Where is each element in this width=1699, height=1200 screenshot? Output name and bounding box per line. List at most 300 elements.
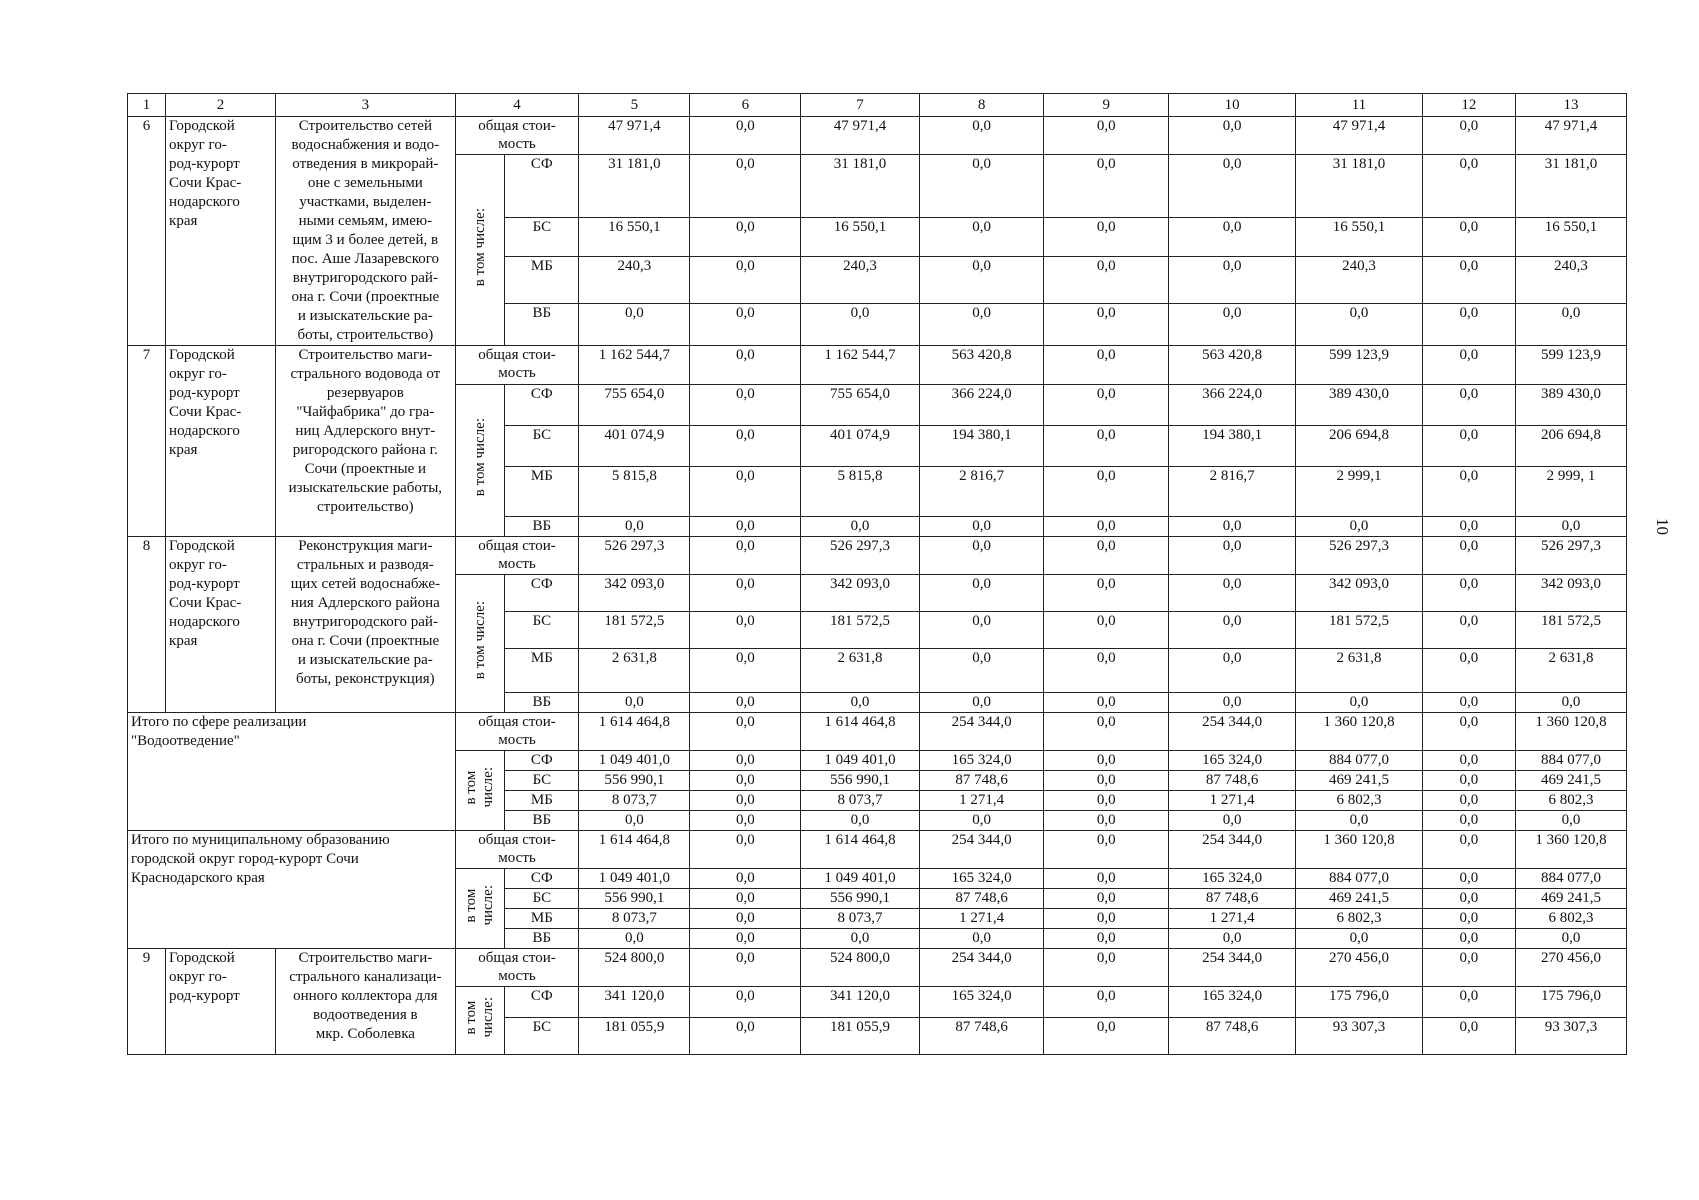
value-cell: 0,0 — [690, 257, 801, 304]
value-cell: 401 074,9 — [801, 426, 919, 467]
value-cell: 2 631,8 — [579, 649, 690, 693]
value-cell: 524 800,0 — [801, 949, 919, 987]
value-cell: 6 802,3 — [1515, 791, 1626, 811]
funding-source-label: СФ — [505, 987, 579, 1018]
value-cell: 254 344,0 — [919, 949, 1044, 987]
value-cell: 1 271,4 — [1169, 791, 1296, 811]
value-cell: 755 654,0 — [801, 385, 919, 426]
value-cell: 0,0 — [919, 649, 1044, 693]
funding-source-label: БС — [505, 426, 579, 467]
column-number: 11 — [1296, 94, 1423, 117]
value-cell: 240,3 — [579, 257, 690, 304]
value-cell: 342 093,0 — [801, 575, 919, 612]
value-cell: 165 324,0 — [919, 751, 1044, 771]
value-cell: 1 271,4 — [1169, 909, 1296, 929]
value-cell: 469 241,5 — [1515, 889, 1626, 909]
value-cell: 16 550,1 — [1296, 218, 1423, 257]
value-cell: 0,0 — [1422, 693, 1515, 713]
value-cell: 556 990,1 — [801, 889, 919, 909]
value-cell: 0,0 — [1044, 791, 1169, 811]
value-cell: 0,0 — [1422, 537, 1515, 575]
column-number: 2 — [166, 94, 276, 117]
value-cell: 0,0 — [690, 304, 801, 346]
column-number: 4 — [455, 94, 579, 117]
value-cell: 6 802,3 — [1296, 909, 1423, 929]
value-cell: 0,0 — [1044, 385, 1169, 426]
row-number: 6 — [128, 117, 166, 346]
value-cell: 526 297,3 — [1296, 537, 1423, 575]
value-cell: 0,0 — [1169, 612, 1296, 649]
value-cell: 0,0 — [1044, 346, 1169, 385]
value-cell: 469 241,5 — [1296, 771, 1423, 791]
funding-source-label: МБ — [505, 791, 579, 811]
value-cell: 181 055,9 — [801, 1018, 919, 1055]
funding-source-label: ВБ — [505, 929, 579, 949]
value-cell: 0,0 — [1515, 517, 1626, 537]
value-cell: 0,0 — [690, 987, 801, 1018]
value-cell: 0,0 — [690, 791, 801, 811]
value-cell: 0,0 — [1422, 909, 1515, 929]
budget-table — [127, 93, 1627, 1055]
value-cell: 0,0 — [690, 575, 801, 612]
value-cell: 0,0 — [690, 155, 801, 218]
value-cell: 270 456,0 — [1296, 949, 1423, 987]
value-cell: 254 344,0 — [1169, 713, 1296, 751]
value-cell: 0,0 — [919, 517, 1044, 537]
value-cell: 0,0 — [579, 693, 690, 713]
value-cell: 0,0 — [1169, 929, 1296, 949]
total-cost-label: общая стои- мость — [455, 713, 579, 751]
value-cell: 1 271,4 — [919, 909, 1044, 929]
value-cell: 0,0 — [1044, 155, 1169, 218]
value-cell: 0,0 — [1422, 929, 1515, 949]
including-text: в том числе: — [471, 207, 488, 287]
value-cell: 0,0 — [1044, 467, 1169, 517]
value-cell: 0,0 — [1044, 537, 1169, 575]
value-cell: 87 748,6 — [1169, 1018, 1296, 1055]
funding-source-label: ВБ — [505, 693, 579, 713]
column-number: 12 — [1422, 94, 1515, 117]
value-cell: 0,0 — [1422, 987, 1515, 1018]
municipality-name: Городской округ го- род-курорт Сочи Крас- нодарского края — [166, 537, 276, 713]
value-cell: 0,0 — [919, 218, 1044, 257]
value-cell: 254 344,0 — [919, 831, 1044, 869]
value-cell: 165 324,0 — [919, 987, 1044, 1018]
column-number: 10 — [1169, 94, 1296, 117]
value-cell: 165 324,0 — [1169, 751, 1296, 771]
value-cell: 366 224,0 — [919, 385, 1044, 426]
value-cell: 2 999, 1 — [1515, 467, 1626, 517]
column-number: 6 — [690, 94, 801, 117]
value-cell: 0,0 — [919, 257, 1044, 304]
value-cell: 1 360 120,8 — [1515, 831, 1626, 869]
value-cell: 6 802,3 — [1515, 909, 1626, 929]
value-cell: 0,0 — [1422, 612, 1515, 649]
value-cell: 556 990,1 — [579, 771, 690, 791]
value-cell: 0,0 — [1422, 811, 1515, 831]
value-cell: 8 073,7 — [801, 909, 919, 929]
value-cell: 0,0 — [1044, 771, 1169, 791]
value-cell: 1 360 120,8 — [1296, 713, 1423, 751]
value-cell: 469 241,5 — [1296, 889, 1423, 909]
value-cell: 0,0 — [690, 713, 801, 751]
value-cell: 526 297,3 — [801, 537, 919, 575]
project-name: Строительство маги- стрального водовода от резервуаров "Чайфабрика" до гра- ниц Адлерского внут- ригородского района г. Сочи (проектные и изыскательские работы, строительство) — [275, 346, 455, 537]
value-cell: 0,0 — [1422, 257, 1515, 304]
value-cell: 0,0 — [1044, 304, 1169, 346]
value-cell: 0,0 — [1422, 869, 1515, 889]
value-cell: 0,0 — [1044, 1018, 1169, 1055]
funding-source-label: СФ — [505, 869, 579, 889]
value-cell: 0,0 — [801, 304, 919, 346]
value-cell: 0,0 — [919, 304, 1044, 346]
value-cell: 165 324,0 — [1169, 869, 1296, 889]
value-cell: 0,0 — [1169, 517, 1296, 537]
value-cell: 401 074,9 — [579, 426, 690, 467]
value-cell: 341 120,0 — [579, 987, 690, 1018]
value-cell: 31 181,0 — [801, 155, 919, 218]
total-cost-row — [128, 713, 1627, 751]
value-cell: 1 614 464,8 — [579, 713, 690, 751]
value-cell: 0,0 — [1422, 385, 1515, 426]
value-cell: 1 271,4 — [919, 791, 1044, 811]
funding-source-label: СФ — [505, 751, 579, 771]
value-cell: 0,0 — [690, 218, 801, 257]
value-cell: 0,0 — [690, 909, 801, 929]
funding-source-label: СФ — [505, 155, 579, 218]
municipality-name: Городской округ го- род-курорт — [166, 949, 276, 1055]
value-cell: 0,0 — [1515, 693, 1626, 713]
total-cost-row — [128, 949, 1627, 987]
column-number: 9 — [1044, 94, 1169, 117]
value-cell: 0,0 — [1044, 218, 1169, 257]
including-text: в том числе: — [471, 601, 488, 680]
value-cell: 0,0 — [801, 693, 919, 713]
value-cell: 87 748,6 — [919, 1018, 1044, 1055]
value-cell: 0,0 — [1422, 949, 1515, 987]
value-cell: 0,0 — [801, 811, 919, 831]
value-cell: 0,0 — [690, 517, 801, 537]
value-cell: 47 971,4 — [801, 117, 919, 155]
value-cell: 0,0 — [1169, 257, 1296, 304]
value-cell: 0,0 — [690, 811, 801, 831]
value-cell: 0,0 — [1044, 713, 1169, 751]
value-cell: 469 241,5 — [1515, 771, 1626, 791]
value-cell: 599 123,9 — [1296, 346, 1423, 385]
value-cell: 0,0 — [1044, 257, 1169, 304]
value-cell: 1 360 120,8 — [1296, 831, 1423, 869]
value-cell: 0,0 — [690, 831, 801, 869]
value-cell: 181 572,5 — [579, 612, 690, 649]
value-cell: 884 077,0 — [1296, 751, 1423, 771]
value-cell: 0,0 — [1422, 467, 1515, 517]
total-label: Итого по сфере реализации "Водоотведение" — [128, 713, 456, 831]
value-cell: 181 572,5 — [1515, 612, 1626, 649]
value-cell: 0,0 — [1044, 889, 1169, 909]
funding-source-label: БС — [505, 889, 579, 909]
value-cell: 342 093,0 — [1296, 575, 1423, 612]
value-cell: 0,0 — [1422, 575, 1515, 612]
value-cell: 884 077,0 — [1515, 869, 1626, 889]
total-cost-label: общая стои- мость — [455, 537, 579, 575]
funding-source-label: МБ — [505, 467, 579, 517]
value-cell: 0,0 — [690, 929, 801, 949]
value-cell: 0,0 — [1044, 909, 1169, 929]
value-cell: 0,0 — [1169, 575, 1296, 612]
value-cell: 0,0 — [1422, 517, 1515, 537]
funding-source-label: СФ — [505, 385, 579, 426]
value-cell: 6 802,3 — [1296, 791, 1423, 811]
value-cell: 175 796,0 — [1296, 987, 1423, 1018]
page-number: 10 — [1653, 518, 1672, 535]
value-cell: 0,0 — [690, 612, 801, 649]
municipality-name: Городской округ го- род-курорт Сочи Крас- нодарского края — [166, 346, 276, 537]
value-cell: 254 344,0 — [1169, 831, 1296, 869]
value-cell: 0,0 — [1296, 811, 1423, 831]
total-cost-label: общая стои- мость — [455, 949, 579, 987]
value-cell: 16 550,1 — [579, 218, 690, 257]
value-cell: 0,0 — [690, 385, 801, 426]
value-cell: 1 162 544,7 — [801, 346, 919, 385]
value-cell: 0,0 — [1044, 426, 1169, 467]
value-cell: 206 694,8 — [1515, 426, 1626, 467]
value-cell: 0,0 — [690, 771, 801, 791]
value-cell: 1 162 544,7 — [579, 346, 690, 385]
value-cell: 1 614 464,8 — [579, 831, 690, 869]
value-cell: 0,0 — [690, 649, 801, 693]
including-label — [455, 385, 505, 537]
value-cell: 31 181,0 — [579, 155, 690, 218]
value-cell: 0,0 — [1044, 987, 1169, 1018]
column-number: 3 — [275, 94, 455, 117]
value-cell: 0,0 — [1044, 575, 1169, 612]
value-cell: 206 694,8 — [1296, 426, 1423, 467]
value-cell: 0,0 — [1422, 304, 1515, 346]
value-cell: 5 815,8 — [579, 467, 690, 517]
value-cell: 1 049 401,0 — [579, 869, 690, 889]
value-cell: 181 055,9 — [579, 1018, 690, 1055]
including-label — [455, 869, 505, 949]
value-cell: 0,0 — [579, 811, 690, 831]
value-cell: 0,0 — [1044, 649, 1169, 693]
value-cell: 0,0 — [919, 537, 1044, 575]
value-cell: 1 614 464,8 — [801, 831, 919, 869]
value-cell: 0,0 — [1515, 811, 1626, 831]
including-text: в том числе: — [463, 767, 497, 808]
value-cell: 0,0 — [579, 929, 690, 949]
value-cell: 0,0 — [1422, 346, 1515, 385]
value-cell: 0,0 — [1422, 218, 1515, 257]
value-cell: 5 815,8 — [801, 467, 919, 517]
value-cell: 93 307,3 — [1296, 1018, 1423, 1055]
value-cell: 0,0 — [1044, 929, 1169, 949]
value-cell: 0,0 — [690, 693, 801, 713]
funding-source-label: БС — [505, 218, 579, 257]
value-cell: 0,0 — [690, 889, 801, 909]
value-cell: 194 380,1 — [1169, 426, 1296, 467]
value-cell: 524 800,0 — [579, 949, 690, 987]
value-cell: 240,3 — [1515, 257, 1626, 304]
value-cell: 342 093,0 — [1515, 575, 1626, 612]
value-cell: 47 971,4 — [1296, 117, 1423, 155]
column-number: 1 — [128, 94, 166, 117]
total-cost-row — [128, 346, 1627, 385]
value-cell: 2 816,7 — [1169, 467, 1296, 517]
including-text: в том числе: — [463, 885, 497, 926]
value-cell: 526 297,3 — [1515, 537, 1626, 575]
value-cell: 884 077,0 — [1515, 751, 1626, 771]
value-cell: 0,0 — [690, 537, 801, 575]
column-number: 5 — [579, 94, 690, 117]
value-cell: 2 999,1 — [1296, 467, 1423, 517]
value-cell: 165 324,0 — [919, 869, 1044, 889]
value-cell: 87 748,6 — [1169, 771, 1296, 791]
value-cell: 755 654,0 — [579, 385, 690, 426]
value-cell: 31 181,0 — [1515, 155, 1626, 218]
project-name: Строительство маги- стрального канализаци- онного коллектора для водоотведения в мкр. Соболевка — [275, 949, 455, 1055]
funding-source-label: БС — [505, 612, 579, 649]
project-name: Реконструкция маги- стральных и разводя- щих сетей водоснабже- ния Адлерского района внутригородского рай- она г. Сочи (проектные и изыскательские ра- боты, реконструкция) — [275, 537, 455, 713]
value-cell: 16 550,1 — [1515, 218, 1626, 257]
funding-source-label: ВБ — [505, 517, 579, 537]
value-cell: 0,0 — [919, 693, 1044, 713]
value-cell: 93 307,3 — [1515, 1018, 1626, 1055]
value-cell: 0,0 — [1296, 693, 1423, 713]
value-cell: 526 297,3 — [579, 537, 690, 575]
value-cell: 0,0 — [1044, 517, 1169, 537]
value-cell: 563 420,8 — [1169, 346, 1296, 385]
value-cell: 0,0 — [690, 869, 801, 889]
funding-source-label: ВБ — [505, 811, 579, 831]
value-cell: 0,0 — [919, 929, 1044, 949]
value-cell: 16 550,1 — [801, 218, 919, 257]
column-number: 7 — [801, 94, 919, 117]
value-cell: 1 049 401,0 — [579, 751, 690, 771]
value-cell: 0,0 — [1422, 889, 1515, 909]
total-cost-label: общая стои- мость — [455, 346, 579, 385]
value-cell: 341 120,0 — [801, 987, 919, 1018]
value-cell: 254 344,0 — [1169, 949, 1296, 987]
total-cost-label: общая стои- мость — [455, 117, 579, 155]
column-number: 13 — [1515, 94, 1626, 117]
value-cell: 0,0 — [1296, 517, 1423, 537]
value-cell: 0,0 — [1422, 713, 1515, 751]
value-cell: 0,0 — [1515, 929, 1626, 949]
value-cell: 0,0 — [1422, 751, 1515, 771]
value-cell: 0,0 — [579, 517, 690, 537]
header-row — [128, 94, 1627, 117]
value-cell: 240,3 — [1296, 257, 1423, 304]
row-number: 9 — [128, 949, 166, 1055]
value-cell: 599 123,9 — [1515, 346, 1626, 385]
value-cell: 342 093,0 — [579, 575, 690, 612]
including-label — [455, 155, 505, 346]
value-cell: 0,0 — [1044, 117, 1169, 155]
value-cell: 0,0 — [1515, 304, 1626, 346]
value-cell: 0,0 — [1044, 612, 1169, 649]
value-cell: 0,0 — [1422, 117, 1515, 155]
value-cell: 0,0 — [690, 467, 801, 517]
funding-source-label: СФ — [505, 575, 579, 612]
value-cell: 8 073,7 — [579, 791, 690, 811]
row-number: 8 — [128, 537, 166, 713]
value-cell: 1 049 401,0 — [801, 869, 919, 889]
value-cell: 47 971,4 — [1515, 117, 1626, 155]
value-cell: 0,0 — [690, 426, 801, 467]
value-cell: 47 971,4 — [579, 117, 690, 155]
value-cell: 254 344,0 — [919, 713, 1044, 751]
value-cell: 31 181,0 — [1296, 155, 1423, 218]
value-cell: 0,0 — [690, 117, 801, 155]
value-cell: 0,0 — [919, 811, 1044, 831]
including-text: в том числе: — [463, 997, 497, 1038]
value-cell: 0,0 — [919, 575, 1044, 612]
value-cell: 0,0 — [1169, 811, 1296, 831]
value-cell: 8 073,7 — [579, 909, 690, 929]
including-label — [455, 575, 505, 713]
value-cell: 0,0 — [1422, 791, 1515, 811]
value-cell: 0,0 — [1169, 537, 1296, 575]
value-cell: 366 224,0 — [1169, 385, 1296, 426]
value-cell: 0,0 — [1044, 693, 1169, 713]
value-cell: 0,0 — [579, 304, 690, 346]
value-cell: 0,0 — [1296, 929, 1423, 949]
value-cell: 0,0 — [919, 117, 1044, 155]
value-cell: 194 380,1 — [919, 426, 1044, 467]
total-cost-label: общая стои- мость — [455, 831, 579, 869]
value-cell: 0,0 — [1422, 426, 1515, 467]
value-cell: 181 572,5 — [1296, 612, 1423, 649]
value-cell: 270 456,0 — [1515, 949, 1626, 987]
total-cost-row — [128, 117, 1627, 155]
value-cell: 0,0 — [1422, 649, 1515, 693]
value-cell: 0,0 — [1044, 811, 1169, 831]
value-cell: 87 748,6 — [919, 771, 1044, 791]
value-cell: 87 748,6 — [919, 889, 1044, 909]
funding-source-label: БС — [505, 1018, 579, 1055]
total-cost-row — [128, 831, 1627, 869]
value-cell: 884 077,0 — [1296, 869, 1423, 889]
value-cell: 389 430,0 — [1296, 385, 1423, 426]
value-cell: 0,0 — [801, 929, 919, 949]
value-cell: 556 990,1 — [801, 771, 919, 791]
column-number: 8 — [919, 94, 1044, 117]
value-cell: 0,0 — [1422, 1018, 1515, 1055]
value-cell: 0,0 — [801, 517, 919, 537]
value-cell: 0,0 — [1169, 649, 1296, 693]
value-cell: 0,0 — [919, 155, 1044, 218]
value-cell: 0,0 — [1044, 751, 1169, 771]
value-cell: 0,0 — [1422, 831, 1515, 869]
including-label — [455, 987, 505, 1055]
value-cell: 181 572,5 — [801, 612, 919, 649]
value-cell: 0,0 — [690, 949, 801, 987]
value-cell: 0,0 — [690, 751, 801, 771]
value-cell: 1 614 464,8 — [801, 713, 919, 751]
value-cell: 556 990,1 — [579, 889, 690, 909]
value-cell: 0,0 — [1044, 949, 1169, 987]
value-cell: 0,0 — [1422, 771, 1515, 791]
value-cell: 2 631,8 — [1515, 649, 1626, 693]
funding-source-label: МБ — [505, 909, 579, 929]
row-number: 7 — [128, 346, 166, 537]
value-cell: 0,0 — [1169, 304, 1296, 346]
value-cell: 0,0 — [1044, 869, 1169, 889]
including-text: в том числе: — [471, 418, 488, 497]
funding-source-label: МБ — [505, 257, 579, 304]
value-cell: 165 324,0 — [1169, 987, 1296, 1018]
total-label: Итого по муниципальному образованию городской округ город-курорт Сочи Краснодарского края — [128, 831, 456, 949]
